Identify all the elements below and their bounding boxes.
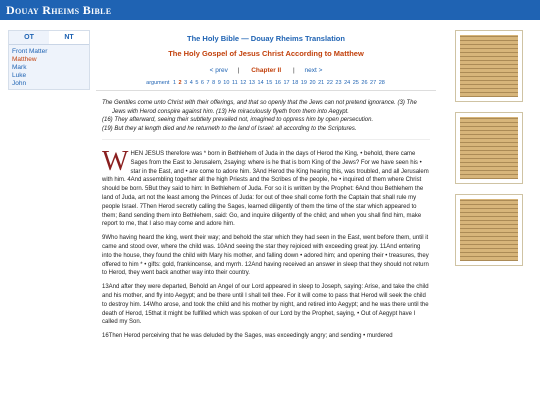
chapter-nav [96,67,436,74]
chapter-link-16[interactable]: 16 [274,80,281,86]
book-title: The Holy Gospel of Jesus Christ According to Matthew [168,49,364,58]
book-item-matthew[interactable]: Matthew [12,56,37,63]
chapter-link-2[interactable]: 2 [178,80,182,86]
chapter-link-3[interactable]: 3 [184,80,188,86]
book-item-john[interactable]: John [12,80,27,87]
chapter-link-21[interactable]: 21 [318,80,325,86]
chapter-link-27[interactable]: 27 [370,80,377,86]
paragraph-text: HEN JESUS therefore was * born in Bethlehem of Juda in the days of Herod the King, • behold, there came Sages from the East to Jerusalem, 2saying: where is he that is born King of the Jews? For we have seen his • star in the East, and • are come to adore him. 3And Herod the King hearing this, was troubled, and all Jerusalem with him. 4And assembling together all the high Priests and the Scribes of the people, he • inquired of them where Christ should be born. 5But they said to him: In Bethlehem of Juda. For so it is written by the Prophet: 6And thou Bethlehem the land of Juda, art not the least among the Princes of Juda: for out of thee shall come forth the Captain that shall rule my people Israel. 7Then Herod secretly calling the Sages, learned diligently of them the time of the star which appeared to them; 8and sending them into Bethlehem, said: Go, and inquire diligently of the child; and when you shall find him, make report to me, that I also may come and adore him. [102,151,429,228]
book-item-mark[interactable]: Mark [12,64,27,71]
argument-link[interactable]: argument [146,80,170,86]
tab-ot[interactable]: OT [24,34,34,41]
chapter-link-20[interactable]: 20 [309,80,316,86]
chapter-link-19[interactable]: 19 [300,80,307,86]
chapter-text [102,146,430,341]
chapter-index [96,80,436,86]
site-title[interactable]: Douay Rheims Bible [6,3,112,17]
page-title: The Holy Bible — Douay Rheims Translation [187,34,345,43]
chapter-link-8[interactable]: 8 [212,80,216,86]
verse-paragraph: 9Who having heard the king, went their way; and behold the star which they had seen in the East, went before them, until it came and stood over, where the child was. 10And seeing the star they rejoiced with exceeding great joy. 11And entering into the house, they found the child with Mary his mother, and falling down • adored him; and opening their • treasures, they offered to him * • gifts: gold, frankincense, and myrrh. 12And having received an answer in sleep that they should not return to Herod, they went back another way into their country. [102,235,429,277]
nav-separator: | [237,67,240,74]
drop-cap: W [102,146,129,177]
top-bar [0,0,540,20]
page-scan-thumbnail[interactable] [455,112,523,184]
argument-line: (16) They afterward, seeing their subtlety prevailed not, imagined to oppress him by open persecution. [102,117,374,123]
chapter-link-4[interactable]: 4 [189,80,193,86]
chapter-link-22[interactable]: 22 [326,80,333,86]
chapter-link-26[interactable]: 26 [361,80,368,86]
book-list [9,45,89,91]
book-item-luke[interactable]: Luke [12,72,27,79]
argument-line: (19) But they at length died and he returneth to the land of Israel: all according to the Scriptures. [102,125,357,132]
chapter-link-15[interactable]: 15 [266,80,273,86]
chapter-link-11[interactable]: 11 [231,80,238,86]
prev-link[interactable]: < prev [209,67,228,74]
next-link[interactable]: next > [304,67,323,74]
nav-separator: | [292,67,295,74]
page-scan-thumbnail[interactable] [455,30,523,102]
chapter-argument [102,99,430,140]
chapter-link-17[interactable]: 17 [283,80,290,86]
chapter-header [96,34,436,91]
chapter-link-9[interactable]: 9 [217,80,221,86]
chapter-link-10[interactable]: 10 [223,80,230,86]
chapter-link-12[interactable]: 12 [240,80,247,86]
argument-line: The Gentiles come unto Christ with their offerings, and that so openly that the Jews can not pretend ignorance. (3) The Jews with Herod conspire against him. (13) He miraculously flyeth from them into Aegypt. [102,100,417,115]
page-scans [445,30,533,276]
book-item-front-matter[interactable]: Front Matter [12,48,48,55]
chapter-link-14[interactable]: 14 [257,80,264,86]
chapter-link-23[interactable]: 23 [335,80,342,86]
chapter-link-25[interactable]: 25 [352,80,359,86]
book-navigator [8,30,90,90]
verse-paragraph: 16Then Herod perceiving that he was deluded by the Sages, was exceedingly angry; and sending • murdered [102,333,393,340]
verse-paragraph: 13And after they were departed, Behold an Angel of our Lord appeared in sleep to Joseph, saying: Arise, and take the child and his mother, and fly into Aegypt; and be there until I shall tell thee. For it will come to pass that Herod will seek the child to destroy him. 14Who arose, and took the child and his mother by night, and retired into Aegypt; and he was there until the death of Herod, 15that it might be fulfilled which was spoken of our Lord by the Prophet, saying, • Out of Aegypt have I called my Son. [102,284,429,326]
testament-tabs [9,31,89,45]
chapter-link-6[interactable]: 6 [200,80,204,86]
chapter-link-28[interactable]: 28 [378,80,385,86]
chapter-link-5[interactable]: 5 [195,80,199,86]
chapter-link-13[interactable]: 13 [248,80,255,86]
verse-paragraph [102,146,430,229]
current-chapter-label: Chapter II [251,67,282,74]
chapter-link-1[interactable]: 1 [172,80,177,86]
chapter-link-7[interactable]: 7 [206,80,210,86]
chapter-link-18[interactable]: 18 [292,80,299,86]
chapter-link-24[interactable]: 24 [344,80,351,86]
tab-nt[interactable]: NT [49,31,89,44]
main-content [96,28,436,346]
page-scan-thumbnail[interactable] [455,194,523,266]
